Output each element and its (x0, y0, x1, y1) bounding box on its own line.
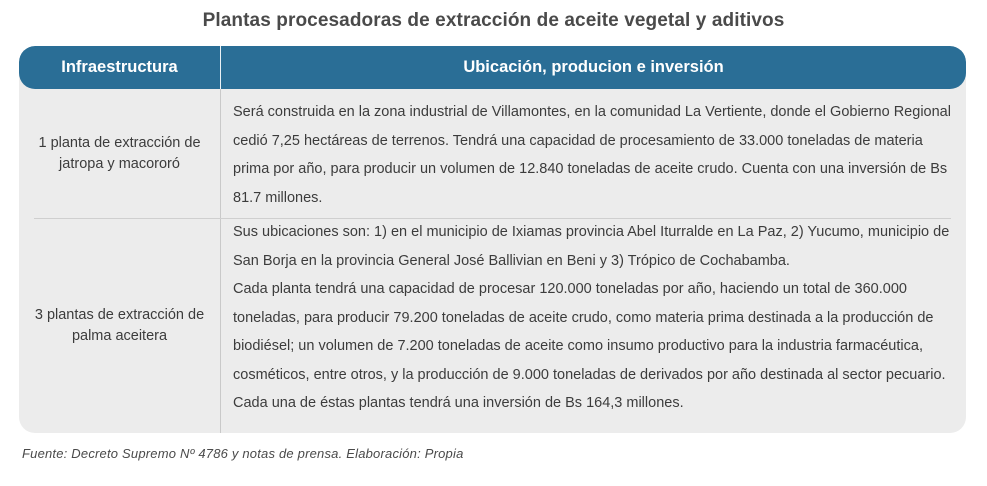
header-infrastructure: Infraestructura (61, 58, 178, 76)
description-paragraph: Cada planta tendrá una capacidad de procesar 120.000 toneladas por año, haciendo un total de 360.000 toneladas, para producir 79.200 toneladas de aceite crudo, como materia prima destinada a la producción de biodiésel; un volumen de 7.200 toneladas de aceite como insumo productivo para la industria farmacéutica, cosméticos, entre otros, y la producción de 9.000 toneladas de derivados por año destinada al sector pecuario. Cada una de éstas plantas tendrá una inversión de Bs 164,3 millones. (233, 281, 946, 411)
column-divider (220, 89, 221, 433)
description-paragraph: Sus ubicaciones son: 1) en el municipio de Ixiamas provincia Abel Iturralde en La Paz, 2) Yucumo, municipio de San Borja en la provincia General José Ballivian en Beni y 3) Trópico de Cochabamba. (233, 224, 950, 269)
table-row-2-description (233, 218, 958, 418)
header-location: Ubicación, producion e inversión (463, 58, 724, 76)
table-row-1-infrastructure (19, 89, 220, 218)
description-paragraph: Será construida en la zona industrial de Villamontes, en la comunidad La Vertiente, donde el Gobierno Regional cedió 7,25 hectáreas de terrenos. Tendrá una capacidad de procesamiento de 33.000 toneladas de materia prima por año, para producir un volumen de 12.840 toneladas de aceite crudo. Cuenta con una inversión de Bs 81.7 millones. (233, 104, 951, 206)
data-table (19, 46, 966, 433)
table-row-1-description (233, 98, 958, 212)
page-title: Plantas procesadoras de extracción de aceite vegetal y aditivos (202, 10, 785, 31)
infrastructure-label: 1 planta de extracción de jatropa y macororó (38, 134, 201, 172)
table-header (19, 46, 966, 89)
infrastructure-label: 3 plantas de extracción de palma aceitera (34, 307, 205, 344)
source-note: Fuente: Decreto Supremo Nº 4786 y notas de prensa. Elaboración: Propia (22, 446, 464, 461)
table-row-2-infrastructure (19, 219, 220, 433)
